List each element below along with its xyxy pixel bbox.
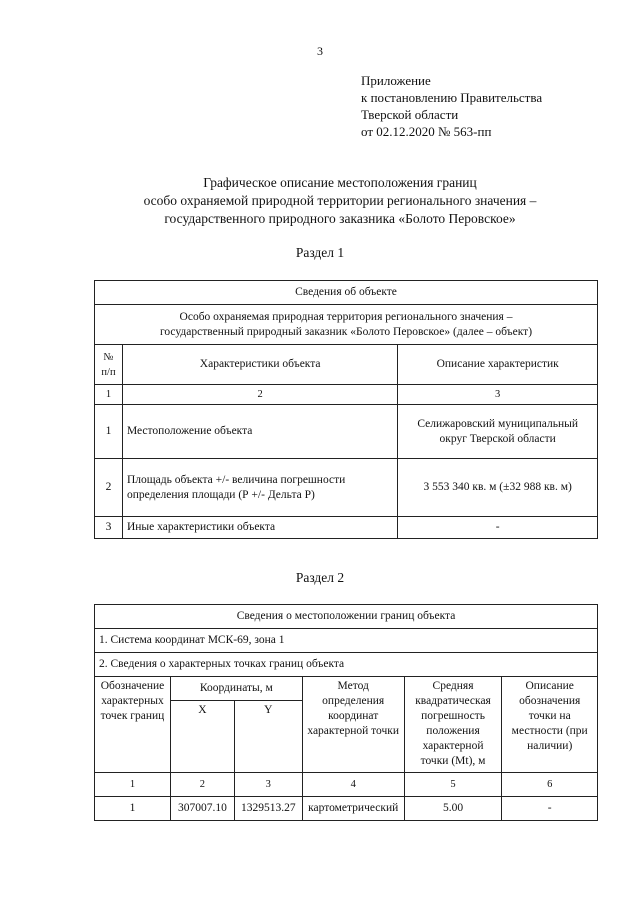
index-cell: 2 — [122, 385, 397, 405]
coordinate-system: 1. Система координат МСК-69, зона 1 — [95, 629, 598, 653]
row-characteristic: Иные характеристики объекта — [122, 517, 397, 539]
table-row — [95, 405, 598, 459]
index-cell: 6 — [502, 773, 598, 797]
table-title: Сведения о местоположении границ объекта — [95, 605, 598, 629]
index-cell: 4 — [302, 773, 404, 797]
object-name-line: государственный природный заказник «Болото Перовское» (далее – объект) — [159, 325, 533, 338]
title-line: Графическое описание местоположения границ — [203, 175, 477, 190]
index-cell: 1 — [95, 385, 123, 405]
index-cell: 2 — [170, 773, 234, 797]
object-info-table — [94, 280, 598, 539]
header-number: № п/п — [95, 345, 123, 385]
points-title: 2. Сведения о характерных точках границ объекта — [95, 653, 598, 677]
table-row — [95, 459, 598, 517]
title-line: особо охраняемой природной территории регионального значения – — [143, 193, 537, 208]
row-characteristic: Площадь объекта +/- величина погрешности определения площади (Р +/- Дельта Р) — [122, 459, 397, 517]
appendix-line: Приложение — [361, 73, 431, 88]
header-point-description: Описание обозначения точки на местности (при наличии) — [502, 677, 598, 773]
point-description: - — [502, 797, 598, 821]
table-row — [95, 517, 598, 539]
row-number: 3 — [95, 517, 123, 539]
index-cell: 3 — [398, 385, 598, 405]
index-cell: 1 — [95, 773, 171, 797]
title-line: государственного природного заказника «Болото Перовское» — [164, 211, 516, 226]
appendix-line: к постановлению Правительства — [361, 90, 543, 105]
table-row — [95, 797, 598, 821]
header-point: Обозначение характерных точек границ — [95, 677, 171, 773]
object-name-line: Особо охраняемая природная территория регионального значения – — [179, 310, 513, 323]
header-description: Описание характеристик — [398, 345, 598, 385]
row-number: 1 — [95, 405, 123, 459]
document-title — [60, 174, 620, 228]
row-number: 2 — [95, 459, 123, 517]
header-x: X — [170, 701, 234, 773]
row-description: - — [398, 517, 598, 539]
header-characteristics: Характеристики объекта — [122, 345, 397, 385]
row-characteristic: Местоположение объекта — [122, 405, 397, 459]
row-description: 3 553 340 кв. м (±32 988 кв. м) — [398, 459, 598, 517]
appendix-block — [361, 72, 542, 140]
section-1-heading: Раздел 1 — [295, 245, 345, 260]
header-y: Y — [234, 701, 302, 773]
point-y: 1329513.27 — [234, 797, 302, 821]
appendix-line: от 02.12.2020 № 563-пп — [361, 124, 492, 139]
row-description: Селижаровский муниципальный округ Тверской области — [398, 405, 598, 459]
page-number: 3 — [317, 44, 323, 58]
section-2-heading: Раздел 2 — [295, 570, 345, 585]
header-coords: Координаты, м — [170, 677, 302, 701]
table-title: Сведения об объекте — [95, 281, 598, 305]
appendix-line: Тверской области — [361, 107, 459, 122]
object-name — [95, 305, 598, 345]
index-cell: 5 — [404, 773, 502, 797]
point-x: 307007.10 — [170, 797, 234, 821]
index-cell: 3 — [234, 773, 302, 797]
point-error: 5.00 — [404, 797, 502, 821]
header-method: Метод определения координат характерной точки — [302, 677, 404, 773]
header-error: Средняя квадратическая погрешность положения характерной точки (Mt), м — [404, 677, 502, 773]
boundary-table — [94, 604, 598, 821]
point-method: картометрический — [302, 797, 404, 821]
point-id: 1 — [95, 797, 171, 821]
